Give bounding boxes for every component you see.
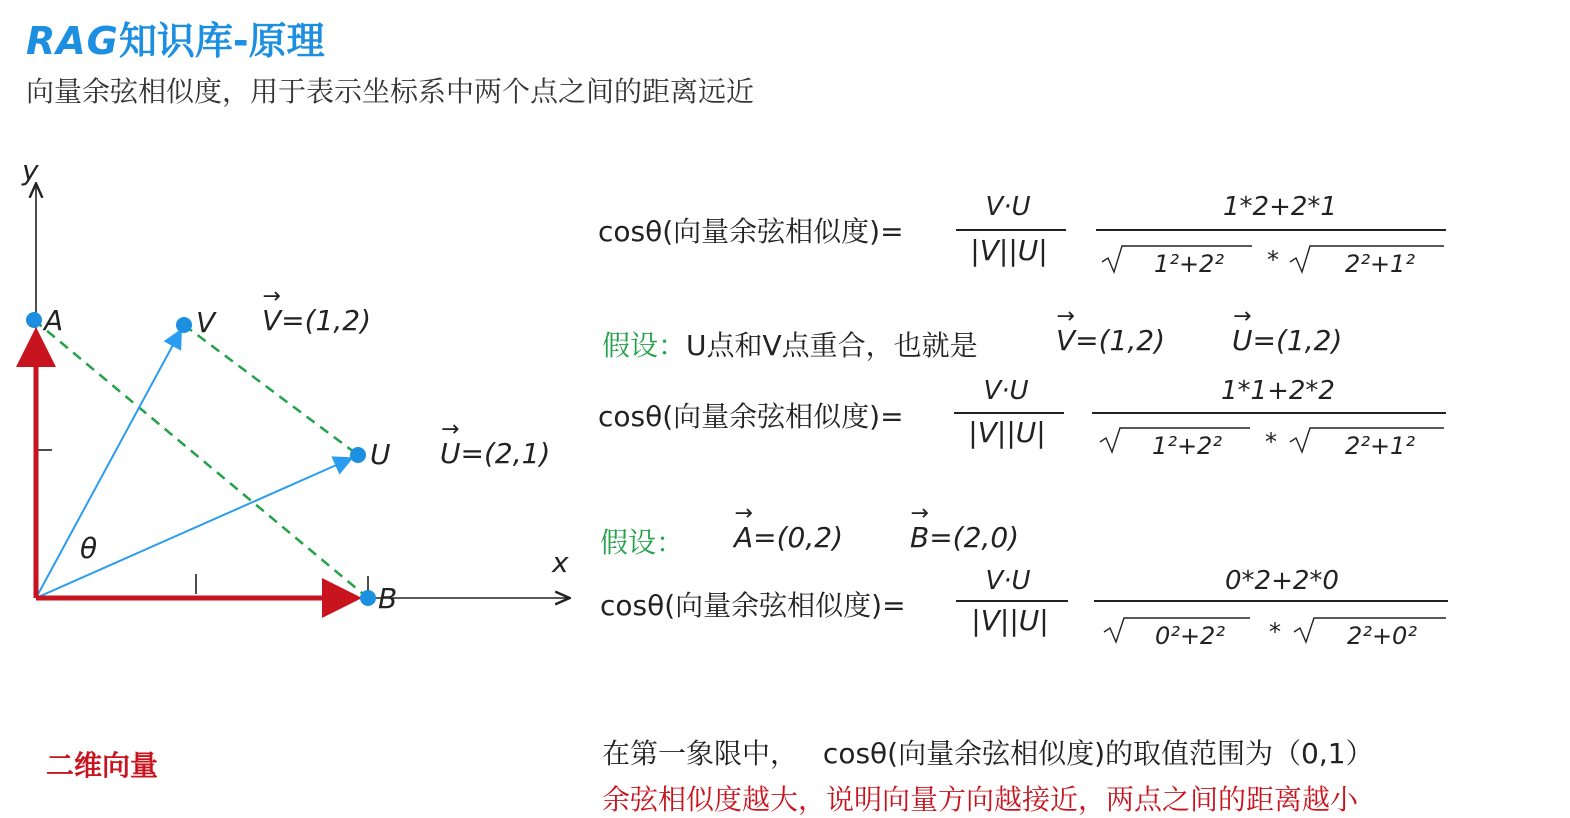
formula-3-bar xyxy=(1094,600,1448,602)
assumption-2-a-name: → A xyxy=(734,521,753,554)
formula-3-numerator: 0*2+2*0 xyxy=(1225,566,1339,596)
assumption-2-vector-a xyxy=(734,521,843,554)
assumption-2-b-name: → B xyxy=(910,521,929,554)
vector-u-value: =(2,1) xyxy=(460,437,551,470)
formula-1-den-b: 2²+1² xyxy=(1345,250,1415,278)
point-u-dot xyxy=(350,447,366,463)
assumption-1-vector-v xyxy=(1056,324,1165,357)
assumption-1-prefix: 假设： xyxy=(602,329,687,362)
theta-label: θ xyxy=(80,532,98,565)
x-axis-label: x xyxy=(552,546,569,579)
point-b-dot xyxy=(360,590,376,606)
assumption-2-b-value: =(2,0) xyxy=(929,521,1020,554)
formula-1-den-a: 1²+2² xyxy=(1154,250,1224,278)
point-u-label: U xyxy=(370,438,391,471)
diagram-caption: 二维向量 xyxy=(46,749,159,782)
formula-3-lhs: cosθ(向量余弦相似度)= xyxy=(600,589,906,622)
point-a-label: A xyxy=(44,304,64,337)
assumption-2-vector-b xyxy=(910,521,1019,554)
vector-v-arrow xyxy=(36,332,180,598)
assumption-1-text: U点和V点重合，也就是 xyxy=(686,329,978,362)
formula-1-lhs: cosθ(向量余弦相似度)= xyxy=(598,215,904,248)
y-axis-label: y xyxy=(22,154,39,187)
formula-1-dot-numerator: V·U xyxy=(985,192,1031,222)
formula-2-dot-denominator: |V||U| xyxy=(968,416,1046,449)
formula-2-dot-bar xyxy=(954,412,1064,414)
title-cjk: 知识库-原理 xyxy=(118,19,325,63)
formula-1-den-star: * xyxy=(1267,246,1279,274)
formula-2-lhs: cosθ(向量余弦相似度)= xyxy=(598,400,904,433)
formula-3-dot-numerator: V·U xyxy=(985,566,1031,596)
title-latin: RAG xyxy=(26,19,119,63)
vector-u-definition xyxy=(440,437,550,470)
formula-1-bar xyxy=(1096,229,1446,231)
conclusion-line-1-b: cosθ(向量余弦相似度)的取值范围为（0,1） xyxy=(822,737,1374,770)
assumption-1-v-value: =(1,2) xyxy=(1075,324,1165,357)
assumption-2-a-value: =(0,2) xyxy=(753,521,843,554)
formula-2-dot-numerator: V·U xyxy=(983,376,1029,406)
vector-v-name: → V xyxy=(262,304,281,337)
vector-u-name: → U xyxy=(440,437,461,470)
formula-3-dot-bar xyxy=(956,600,1068,602)
formula-3-den-star: * xyxy=(1269,618,1281,646)
point-v-label: V xyxy=(196,306,216,339)
page-subtitle: 向量余弦相似度，用于表示坐标系中两个点之间的距离远近 xyxy=(26,75,755,108)
point-b-label: B xyxy=(378,582,398,615)
assumption-1-u-value: =(1,2) xyxy=(1252,324,1343,357)
assumption-1 xyxy=(602,324,978,364)
formula-1-dot-denominator: |V||U| xyxy=(970,234,1048,267)
dashed-line-v-u xyxy=(184,325,358,455)
formula-1-dot-bar xyxy=(956,229,1066,231)
formula-3-den-a: 0²+2² xyxy=(1155,622,1225,650)
formula-2-bar xyxy=(1092,412,1446,414)
vector-v-value: =(1,2) xyxy=(281,304,371,337)
conclusion-line-1 xyxy=(602,732,1374,772)
point-a-dot xyxy=(26,312,42,328)
vector-v-definition xyxy=(262,304,371,337)
formula-3-dot-denominator: |V||U| xyxy=(971,604,1049,637)
formula-1-numerator: 1*2+2*1 xyxy=(1223,192,1337,222)
assumption-2-prefix: 假设： xyxy=(600,526,685,559)
formula-2-den-star: * xyxy=(1265,428,1277,456)
formula-2-den-b: 2²+1² xyxy=(1345,432,1415,460)
assumption-1-v-name: → V xyxy=(1056,324,1075,357)
formula-2-numerator: 1*1+2*2 xyxy=(1221,376,1335,406)
conclusion-line-2: 余弦相似度越大，说明向量方向越接近，两点之间的距离越小 xyxy=(602,783,1359,816)
point-v-dot xyxy=(176,317,192,333)
vector-u-arrow xyxy=(36,459,350,598)
conclusion-line-1-a: 在第一象限中， xyxy=(602,737,799,770)
assumption-1-vector-u xyxy=(1232,324,1342,357)
formula-2-den-a: 1²+2² xyxy=(1152,432,1222,460)
assumption-1-u-name: → U xyxy=(1232,324,1253,357)
formula-3-den-b: 2²+0² xyxy=(1347,622,1417,650)
